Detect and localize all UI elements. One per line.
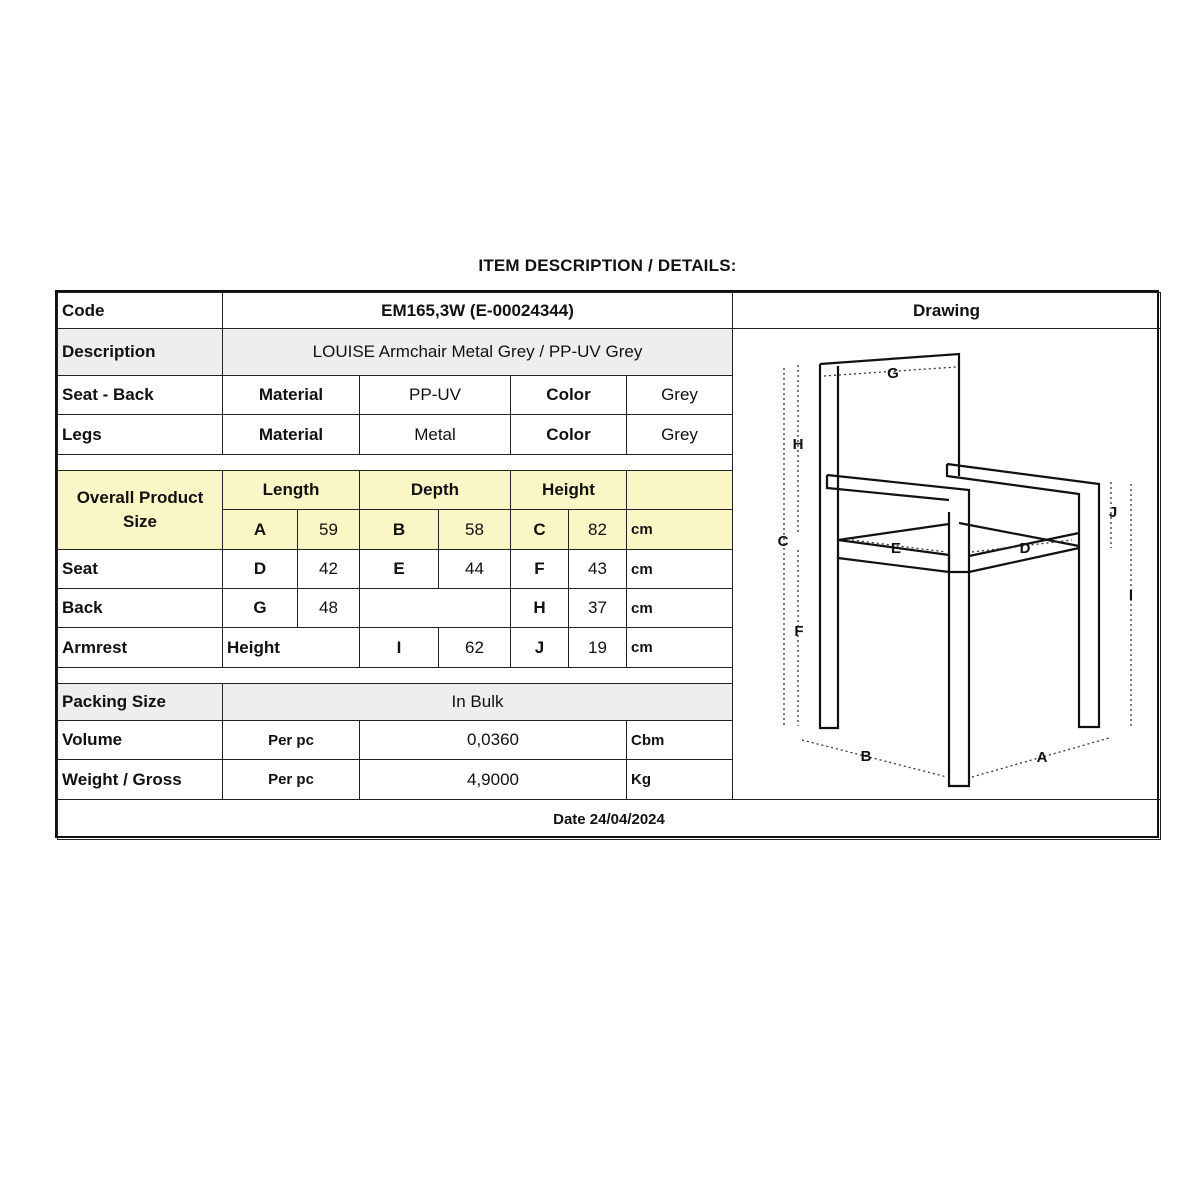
chair-drawing xyxy=(731,326,1157,796)
back-label: Back xyxy=(57,588,223,628)
value-g: 48 xyxy=(297,588,360,628)
armrest-height-label: Height xyxy=(222,627,360,668)
unit-overall: cm xyxy=(626,509,733,550)
armrest-label: Armrest xyxy=(57,627,223,668)
date-footer: Date 24/04/2024 xyxy=(57,799,1161,840)
key-f: F xyxy=(510,549,569,589)
code-label: Code xyxy=(57,292,223,329)
key-j: J xyxy=(510,627,569,668)
key-b: B xyxy=(359,509,439,550)
seat-back-color-label: Color xyxy=(510,375,627,415)
depth-header: Depth xyxy=(359,470,511,510)
weight-per-pc: Per pc xyxy=(222,759,360,800)
volume-per-pc: Per pc xyxy=(222,720,360,760)
overall-size-label: Overall Product Size xyxy=(57,470,223,550)
chair-seat xyxy=(838,523,1079,572)
key-a: A xyxy=(222,509,298,550)
spacer-row xyxy=(57,454,733,471)
code-value: EM165,3W (E-00024344) xyxy=(222,292,733,329)
length-header: Length xyxy=(222,470,360,510)
weight-unit: Kg xyxy=(626,759,733,800)
key-e: E xyxy=(359,549,439,589)
spacer-row-2 xyxy=(57,667,733,684)
value-j: 19 xyxy=(568,627,627,668)
value-f: 43 xyxy=(568,549,627,589)
letter-f: F xyxy=(794,623,804,640)
legs-material-label: Material xyxy=(222,414,360,455)
value-a: 59 xyxy=(297,509,360,550)
seat-label: Seat xyxy=(57,549,223,589)
legs-label: Legs xyxy=(57,414,223,455)
letter-e: E xyxy=(890,540,902,557)
dim-line-b xyxy=(802,740,947,777)
volume-value: 0,0360 xyxy=(359,720,627,760)
packing-size-value: In Bulk xyxy=(222,683,733,721)
unit-seat: cm xyxy=(626,549,733,589)
legs-color-label: Color xyxy=(510,414,627,455)
unit-back: cm xyxy=(626,588,733,628)
letter-a: A xyxy=(1036,749,1048,766)
key-c: C xyxy=(510,509,569,550)
value-b: 58 xyxy=(438,509,511,550)
value-c: 82 xyxy=(568,509,627,550)
letter-d: D xyxy=(1019,540,1031,557)
legs-color-value: Grey xyxy=(626,414,733,455)
weight-value: 4,9000 xyxy=(359,759,627,800)
value-e: 44 xyxy=(438,549,511,589)
volume-unit: Cbm xyxy=(626,720,733,760)
weight-label: Weight / Gross xyxy=(57,759,223,800)
letter-i: I xyxy=(1128,587,1134,604)
unit-header-empty xyxy=(626,470,733,510)
letter-j: J xyxy=(1108,504,1118,521)
unit-armrest: cm xyxy=(626,627,733,668)
volume-label: Volume xyxy=(57,720,223,760)
back-empty-cell xyxy=(359,588,511,628)
value-h: 37 xyxy=(568,588,627,628)
seat-back-material-value: PP-UV xyxy=(359,375,511,415)
key-h: H xyxy=(510,588,569,628)
seat-back-label: Seat - Back xyxy=(57,375,223,415)
value-i: 62 xyxy=(438,627,511,668)
letter-b: B xyxy=(860,748,872,765)
chair-armrest-left xyxy=(827,475,969,786)
value-d: 42 xyxy=(297,549,360,589)
key-i: I xyxy=(359,627,439,668)
key-d: D xyxy=(222,549,298,589)
description-label: Description xyxy=(57,328,223,376)
letter-c: C xyxy=(777,533,789,550)
page-title: ITEM DESCRIPTION / DETAILS: xyxy=(478,256,737,275)
packing-size-label: Packing Size xyxy=(57,683,223,721)
seat-back-color-value: Grey xyxy=(626,375,733,415)
description-value: LOUISE Armchair Metal Grey / PP-UV Grey xyxy=(222,328,733,376)
height-header: Height xyxy=(510,470,627,510)
seat-back-material-label: Material xyxy=(222,375,360,415)
drawing-label: Drawing xyxy=(732,292,1161,329)
key-g: G xyxy=(222,588,298,628)
letter-g: G xyxy=(887,365,899,382)
letter-h: H xyxy=(792,436,804,453)
legs-material-value: Metal xyxy=(359,414,511,455)
